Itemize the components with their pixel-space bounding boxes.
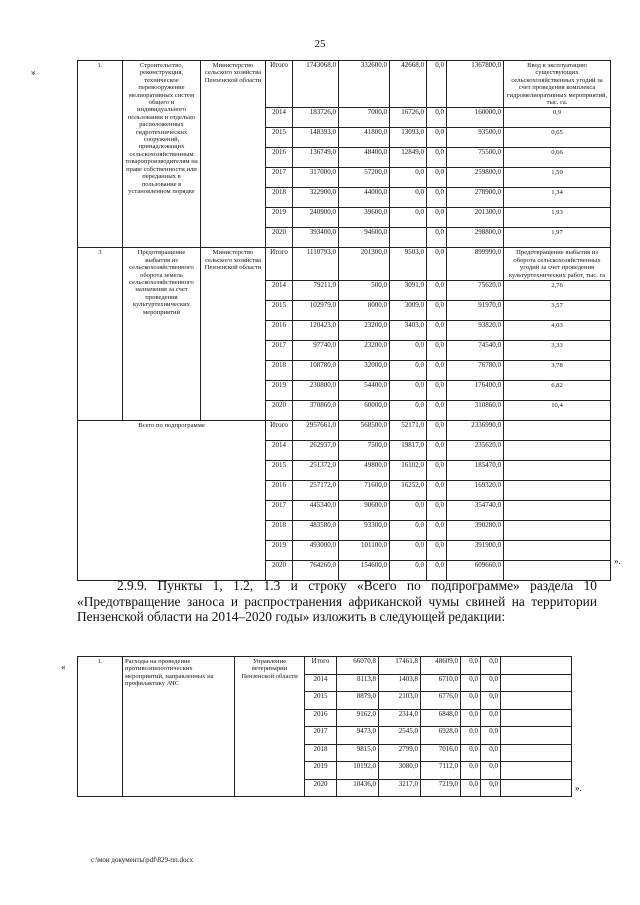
value-cell: 120423,0: [293, 321, 339, 341]
value-cell: 0,0: [390, 381, 427, 401]
value-cell: 0,0: [427, 341, 447, 361]
empty-cell: [504, 501, 611, 521]
empty-cell: [504, 461, 611, 481]
value-cell: 3403,0: [390, 321, 427, 341]
period-cell: 2018: [266, 361, 293, 381]
value-cell: 0,0: [481, 692, 501, 710]
item-number: 3: [78, 248, 123, 421]
value-cell: 568500,0: [339, 421, 390, 441]
value-cell: 39600,0: [339, 208, 390, 228]
item-executor: Министерство сельского хозяйства Пензенской области: [201, 61, 266, 248]
value-cell: 2314,0: [379, 709, 421, 727]
value-cell: 259800,0: [447, 168, 504, 188]
value-cell: 0,0: [481, 727, 501, 745]
footer-file-path: c:\мои документы\pdf\829-пп.docx: [91, 856, 194, 864]
value-cell: 60000,0: [339, 401, 390, 421]
item-number: 1.: [78, 61, 123, 248]
value-cell: 8000,0: [339, 301, 390, 321]
value-cell: 71600,0: [339, 481, 390, 501]
value-cell: 0,0: [427, 188, 447, 208]
empty-cell: [504, 481, 611, 501]
value-cell: 0,0: [427, 301, 447, 321]
empty-cell: [501, 674, 572, 692]
value-cell: 93300,0: [339, 521, 390, 541]
value-cell: 75500,0: [447, 148, 504, 168]
amendment-paragraph: 2.9.9. Пункты 1, 1.2, 1.3 и строку «Всего по подпрограмме» раздела 10 «Предотвращение заноса и распространения африканской чумы свиней на территории Пензенской области на 2014–2020 годы» изложить в следующей редакции:: [77, 578, 597, 625]
value-cell: 390280,0: [447, 521, 504, 541]
period-cell: 2020: [266, 401, 293, 421]
value-cell: 2957661,0: [293, 421, 339, 441]
value-cell: 9815,0: [337, 744, 379, 762]
value-cell: 16102,0: [390, 461, 427, 481]
period-cell: 2017: [266, 501, 293, 521]
page-number: 25: [314, 38, 326, 50]
value-cell: 0,0: [481, 709, 501, 727]
value-cell: 0,0: [427, 361, 447, 381]
value-cell: 0,0: [481, 744, 501, 762]
empty-cell: [504, 441, 611, 461]
value-cell: 0,0: [390, 521, 427, 541]
value-cell: 298800,0: [447, 228, 504, 248]
indicator-value: 1,93: [504, 208, 611, 228]
period-cell: 2015: [266, 301, 293, 321]
value-cell: 10436,0: [337, 779, 379, 797]
value-cell: 102979,0: [293, 301, 339, 321]
value-cell: 0,0: [390, 188, 427, 208]
value-cell: 0,0: [461, 727, 481, 745]
value-cell: 9503,0: [390, 248, 427, 281]
value-cell: 97740,0: [293, 341, 339, 361]
value-cell: 13093,0: [390, 128, 427, 148]
period-cell: 2014: [266, 441, 293, 461]
value-cell: 251372,0: [293, 461, 339, 481]
value-cell: 310860,0: [447, 401, 504, 421]
value-cell: 0,0: [427, 108, 447, 128]
value-cell: 2799,0: [379, 744, 421, 762]
value-cell: 23200,0: [339, 321, 390, 341]
value-cell: 94600,0: [339, 228, 390, 248]
value-cell: 8879,0: [337, 692, 379, 710]
value-cell: 7500,0: [339, 441, 390, 461]
value-cell: 6928,0: [421, 727, 461, 745]
period-cell: 2017: [266, 168, 293, 188]
opening-quote-mark-2: «: [61, 662, 66, 672]
value-cell: 3217,0: [379, 779, 421, 797]
value-cell: 3080,0: [379, 762, 421, 780]
closing-quote-mark-2: ».: [575, 783, 582, 793]
value-cell: 49800,0: [339, 461, 390, 481]
value-cell: 1110793,0: [293, 248, 339, 281]
period-cell: 2015: [305, 692, 337, 710]
indicator-header: Предотвращение выбытия из оборота сельскохозяйственных угодий за счет проведения культуртехнических работ, тыс. га: [504, 248, 611, 281]
value-cell: 76780,0: [447, 361, 504, 381]
value-cell: [390, 228, 427, 248]
indicator-value: 0,65: [504, 128, 611, 148]
value-cell: 0,0: [427, 148, 447, 168]
value-cell: 0,0: [481, 762, 501, 780]
value-cell: 160000,0: [447, 108, 504, 128]
value-cell: 0,0: [427, 208, 447, 228]
value-cell: 2336990,0: [447, 421, 504, 441]
value-cell: 0,0: [481, 779, 501, 797]
value-cell: 176400,0: [447, 381, 504, 401]
value-cell: 0,0: [427, 128, 447, 148]
period-cell: 2015: [266, 461, 293, 481]
value-cell: 0,0: [427, 381, 447, 401]
item-executor: Министерство сельского хозяйства Пензенской области: [201, 248, 266, 421]
period-cell: 2020: [266, 561, 293, 581]
value-cell: 0,0: [427, 541, 447, 561]
value-cell: 169320,0: [447, 481, 504, 501]
value-cell: 3091,0: [390, 281, 427, 301]
value-cell: 0,0: [427, 248, 447, 281]
value-cell: 42668,0: [390, 61, 427, 108]
value-cell: 0,0: [427, 521, 447, 541]
indicator-value: 0,9: [504, 108, 611, 128]
value-cell: 0,0: [427, 461, 447, 481]
value-cell: 7016,0: [421, 744, 461, 762]
item-name: Предотвращение выбытия из сельскохозяйственного оборота земель сельскохозяйственного назначения за счет проведения культуртехнических мероприятий: [123, 248, 201, 421]
value-cell: 0,0: [427, 228, 447, 248]
value-cell: 0,0: [461, 744, 481, 762]
value-cell: 52171,0: [390, 421, 427, 441]
empty-cell: [501, 762, 572, 780]
period-cell: 2019: [266, 381, 293, 401]
value-cell: 44000,0: [339, 188, 390, 208]
value-cell: 12849,0: [390, 148, 427, 168]
value-cell: 7219,0: [421, 779, 461, 797]
table-row: [78, 657, 572, 675]
value-cell: 93500,0: [447, 128, 504, 148]
value-cell: 136749,0: [293, 148, 339, 168]
total-label: Всего по подпрограмме: [78, 421, 266, 581]
value-cell: 764260,0: [293, 561, 339, 581]
value-cell: 322900,0: [293, 188, 339, 208]
value-cell: 17461,8: [379, 657, 421, 675]
value-cell: 48400,0: [339, 148, 390, 168]
value-cell: 262937,0: [293, 441, 339, 461]
indicator-value: 3,57: [504, 301, 611, 321]
value-cell: 8113,8: [337, 674, 379, 692]
period-cell: Итого: [266, 61, 293, 108]
item-number: 1.: [78, 657, 123, 797]
value-cell: 899990,0: [447, 248, 504, 281]
value-cell: 9473,0: [337, 727, 379, 745]
value-cell: 16726,0: [390, 108, 427, 128]
value-cell: 79211,0: [293, 281, 339, 301]
value-cell: 75620,0: [447, 281, 504, 301]
period-cell: 2015: [266, 128, 293, 148]
value-cell: 0,0: [481, 674, 501, 692]
value-cell: 370860,0: [293, 401, 339, 421]
indicator-value: 1,97: [504, 228, 611, 248]
value-cell: 0,0: [461, 692, 481, 710]
period-cell: 2019: [266, 541, 293, 561]
value-cell: 0,0: [427, 321, 447, 341]
period-cell: 2016: [266, 481, 293, 501]
value-cell: 230800,0: [293, 381, 339, 401]
period-cell: 2019: [305, 762, 337, 780]
value-cell: 41800,0: [339, 128, 390, 148]
period-cell: 2016: [266, 321, 293, 341]
period-cell: Итого: [266, 421, 293, 441]
value-cell: 0,0: [461, 762, 481, 780]
value-cell: 1367800,0: [447, 61, 504, 108]
value-cell: 391900,0: [447, 541, 504, 561]
period-cell: 2016: [266, 148, 293, 168]
value-cell: 10192,0: [337, 762, 379, 780]
indicator-value: 10,4: [504, 401, 611, 421]
empty-cell: [501, 709, 572, 727]
empty-cell: [501, 744, 572, 762]
period-cell: 2020: [266, 228, 293, 248]
value-cell: 0,0: [390, 208, 427, 228]
value-cell: 0,0: [427, 481, 447, 501]
indicator-value: 1,59: [504, 168, 611, 188]
item-name: Расходы на проведение противоэпизоотических мероприятий, направленных на профилактику АЧС: [123, 657, 235, 797]
value-cell: 0,0: [427, 561, 447, 581]
value-cell: 0,0: [461, 657, 481, 675]
period-cell: 2018: [305, 744, 337, 762]
value-cell: 0,0: [427, 501, 447, 521]
value-cell: 317000,0: [293, 168, 339, 188]
value-cell: 0,0: [390, 541, 427, 561]
value-cell: 6848,0: [421, 709, 461, 727]
value-cell: 57200,0: [339, 168, 390, 188]
value-cell: 183726,0: [293, 108, 339, 128]
value-cell: 445340,0: [293, 501, 339, 521]
value-cell: 0,0: [390, 401, 427, 421]
value-cell: 9162,0: [337, 709, 379, 727]
value-cell: 500,0: [339, 281, 390, 301]
empty-cell: [501, 657, 572, 675]
value-cell: 154600,0: [339, 561, 390, 581]
empty-cell: [504, 521, 611, 541]
value-cell: 0,0: [427, 401, 447, 421]
value-cell: 0,0: [390, 561, 427, 581]
value-cell: 74540,0: [447, 341, 504, 361]
value-cell: 93820,0: [447, 321, 504, 341]
period-cell: 2017: [266, 341, 293, 361]
period-cell: 2019: [266, 208, 293, 228]
period-cell: 2014: [266, 108, 293, 128]
value-cell: 0,0: [427, 421, 447, 441]
value-cell: 0,0: [461, 674, 481, 692]
value-cell: 1743068,0: [293, 61, 339, 108]
value-cell: 0,0: [481, 657, 501, 675]
value-cell: 0,0: [390, 501, 427, 521]
value-cell: 101100,0: [339, 541, 390, 561]
value-cell: 90600,0: [339, 501, 390, 521]
value-cell: 483580,0: [293, 521, 339, 541]
empty-cell: [501, 779, 572, 797]
empty-cell: [501, 692, 572, 710]
value-cell: 0,0: [427, 61, 447, 108]
indicator-value: 3,78: [504, 361, 611, 381]
asf-table: [77, 656, 572, 797]
period-cell: Итого: [266, 248, 293, 281]
period-cell: 2016: [305, 709, 337, 727]
item-name: Строительство, реконструкция, техническое перевооружение мелиоративных систем общего и индивидуального пользования и отдельно расположенных гидротехнических сооружений, принадлежащих сельскохозяйственным товаропроизводителям на праве собственности или переданных в пользование в установленном порядке: [123, 61, 201, 248]
empty-cell: [501, 727, 572, 745]
value-cell: 19817,0: [390, 441, 427, 461]
table-row: [78, 248, 611, 281]
item-executor: Управление ветеринарии Пензенской области: [235, 657, 305, 797]
value-cell: 108780,0: [293, 361, 339, 381]
value-cell: 0,0: [427, 281, 447, 301]
period-cell: Итого: [305, 657, 337, 675]
indicator-value: 1,34: [504, 188, 611, 208]
value-cell: 257172,0: [293, 481, 339, 501]
value-cell: 0,0: [461, 779, 481, 797]
value-cell: 2103,0: [379, 692, 421, 710]
value-cell: 48609,0: [421, 657, 461, 675]
value-cell: 54400,0: [339, 381, 390, 401]
subprogram-table: [77, 60, 611, 581]
table-row: [78, 61, 611, 108]
value-cell: 2545,0: [379, 727, 421, 745]
opening-quote-mark: «: [27, 70, 38, 76]
value-cell: 0,0: [427, 168, 447, 188]
value-cell: 32000,0: [339, 361, 390, 381]
value-cell: 7000,0: [339, 108, 390, 128]
value-cell: 7112,0: [421, 762, 461, 780]
period-cell: 2018: [266, 521, 293, 541]
value-cell: 66070,8: [337, 657, 379, 675]
indicator-value: 6,82: [504, 381, 611, 401]
period-cell: 2014: [266, 281, 293, 301]
period-cell: 2014: [305, 674, 337, 692]
value-cell: 240900,0: [293, 208, 339, 228]
period-cell: 2018: [266, 188, 293, 208]
value-cell: 235620,0: [447, 441, 504, 461]
value-cell: 493000,0: [293, 541, 339, 561]
value-cell: 0,0: [390, 341, 427, 361]
empty-cell: [504, 421, 611, 441]
value-cell: 0,0: [461, 709, 481, 727]
value-cell: 393400,0: [293, 228, 339, 248]
value-cell: 609660,0: [447, 561, 504, 581]
indicator-header: Ввод в эксплуатацию существующих сельскохозяйственных угодий за счет проведения комплекса гидромелиоративных мероприятий, тыс. га.: [504, 61, 611, 108]
empty-cell: [504, 541, 611, 561]
indicator-value: 2,76: [504, 281, 611, 301]
value-cell: 201300,0: [339, 248, 390, 281]
value-cell: 0,0: [390, 361, 427, 381]
value-cell: 201300,0: [447, 208, 504, 228]
indicator-value: 0,66: [504, 148, 611, 168]
value-cell: 0,0: [390, 168, 427, 188]
value-cell: 332600,0: [339, 61, 390, 108]
value-cell: 23200,0: [339, 341, 390, 361]
value-cell: 354740,0: [447, 501, 504, 521]
period-cell: 2020: [305, 779, 337, 797]
value-cell: 91970,0: [447, 301, 504, 321]
value-cell: 185470,0: [447, 461, 504, 481]
value-cell: 0,0: [427, 441, 447, 461]
value-cell: 1403,8: [379, 674, 421, 692]
table-row: [78, 421, 611, 441]
indicator-value: 3,33: [504, 341, 611, 361]
value-cell: 16252,0: [390, 481, 427, 501]
value-cell: 6710,0: [421, 674, 461, 692]
indicator-value: 4,03: [504, 321, 611, 341]
value-cell: 278900,0: [447, 188, 504, 208]
period-cell: 2017: [305, 727, 337, 745]
value-cell: 148393,0: [293, 128, 339, 148]
closing-quote-mark: ».: [614, 556, 621, 566]
value-cell: 6776,0: [421, 692, 461, 710]
value-cell: 3009,0: [390, 301, 427, 321]
